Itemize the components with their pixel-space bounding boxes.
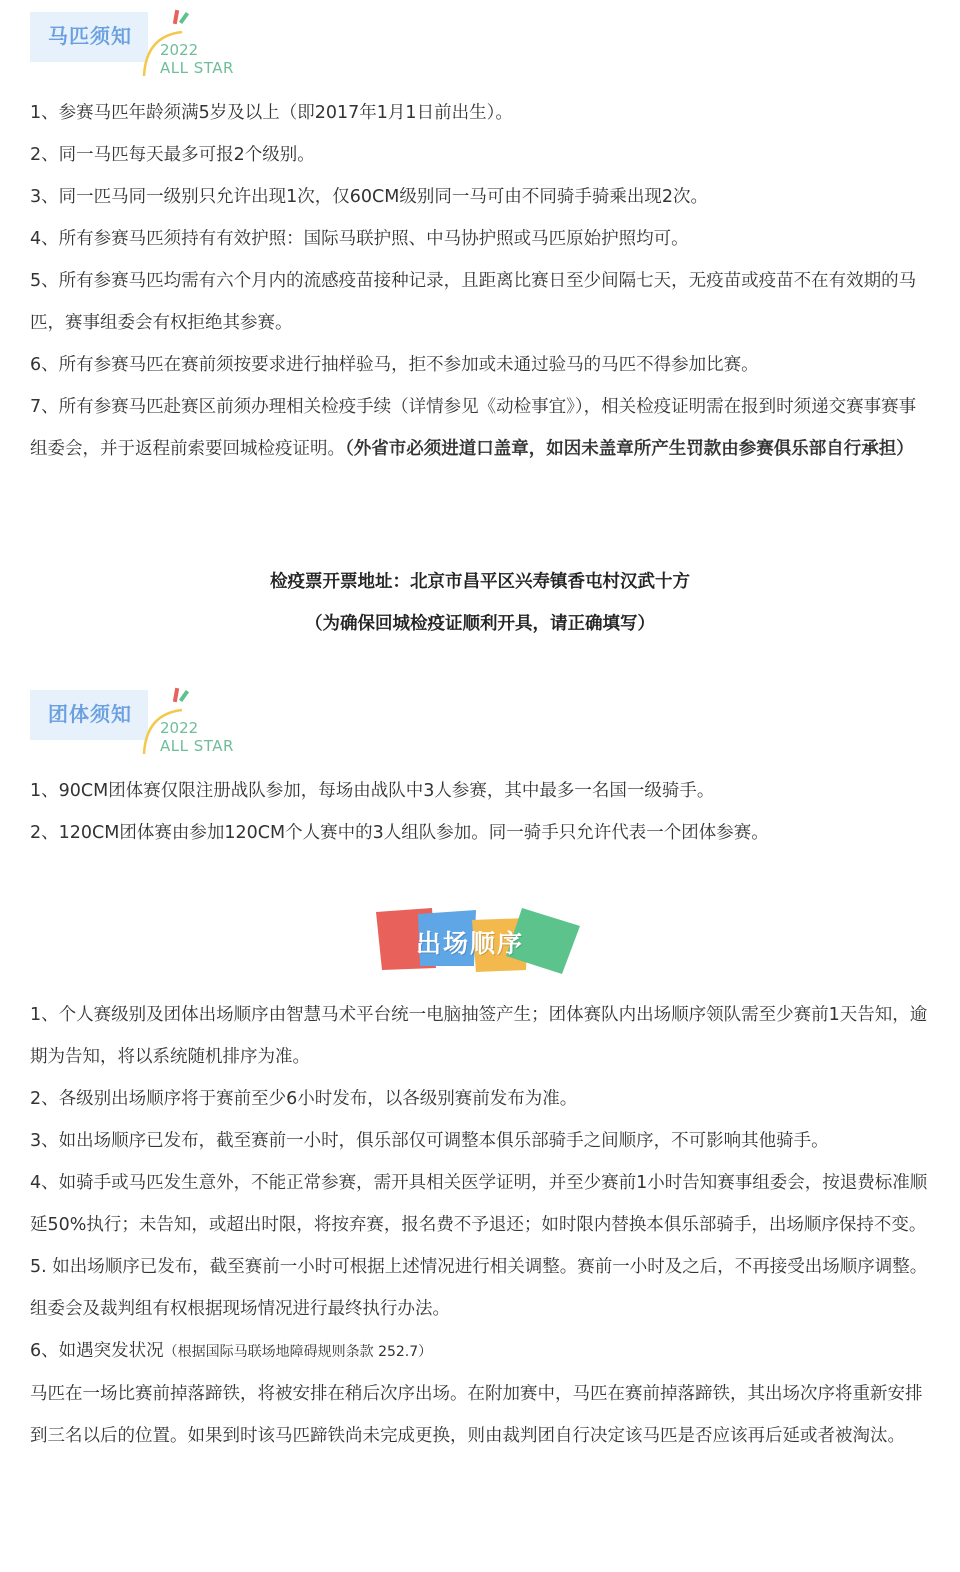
order-banner — [372, 900, 588, 978]
list-item: 3、同一匹马同一级别只允许出现1次，仅60CM级别同一马可由不同骑手骑乘出现2次。 — [30, 187, 708, 207]
section-title: 团体须知 — [48, 702, 132, 726]
header-year: 2022 — [160, 719, 199, 737]
list-item — [30, 386, 930, 470]
header-year: 2022 — [160, 41, 199, 59]
team-notice-list — [30, 770, 930, 854]
list-item: 马匹在一场比赛前掉落蹄铁，将被安排在稍后次序出场。在附加赛中，马匹在赛前掉落蹄铁，其出场次序将重新安排到三名以后的位置。如果到时该马匹蹄铁尚未完成更换，则由裁判团自行决定该马匹是否应该再后延或者被淘汰。 — [30, 1384, 923, 1446]
rule-reference: （根据国际马联场地障碍规则条款 252.7） — [163, 1344, 433, 1360]
list-item: 5、所有参赛马匹均需有六个月内的流感疫苗接种记录，且距离比赛日至少间隔七天，无疫苗或疫苗不在有效期的马匹，赛事组委会有权拒绝其参赛。 — [30, 271, 917, 333]
quarantine-note: （为确保回城检疫证顺利开具，请正确填写） — [305, 614, 655, 634]
team-notice-header — [30, 684, 270, 756]
list-item: 1、个人赛级别及团体出场顺序由智慧马术平台统一电脑抽签产生；团体赛队内出场顺序领队需至少赛前1天告知，逾期为告知，将以系统随机排序为准。 — [30, 1005, 928, 1067]
horse-notice-header — [30, 6, 270, 78]
list-item: 1、参赛马匹年龄须满5岁及以上（即2017年1月1日前出生）。 — [30, 103, 513, 123]
list-item: 5. 如出场顺序已发布，截至赛前一小时可根据上述情况进行相关调整。赛前一小时及之后，不再接受出场顺序调整。组委会及裁判组有权根据现场情况进行最终执行办法。 — [30, 1257, 928, 1319]
list-item: 3、如出场顺序已发布，截至赛前一小时，俱乐部仅可调整本俱乐部骑手之间顺序，不可影响其他骑手。 — [30, 1131, 829, 1151]
quarantine-address: 检疫票开票地址：北京市昌平区兴寿镇香屯村汉武十方 — [270, 572, 690, 592]
header-subtitle: ALL STAR — [160, 737, 234, 755]
list-item: 4、如骑手或马匹发生意外，不能正常参赛，需开具相关医学证明，并至少赛前1小时告知赛事组委会，按退费标准顺延50%执行；未告知，或超出时限，将按弃赛，报名费不予退还；如时限内替换本俱乐部骑手，出场顺序保持不变。 — [30, 1173, 928, 1235]
list-item: 4、所有参赛马匹须持有有效护照：国际马联护照、中马协护照或马匹原始护照均可。 — [30, 229, 689, 249]
horse-notice-list — [30, 92, 930, 470]
banner-title: 出场顺序 — [416, 929, 525, 958]
list-item: 1、90CM团体赛仅限注册战队参加，每场由战队中3人参赛，其中最多一名国一级骑手。 — [30, 781, 715, 801]
item-text: 7、所有参赛马匹赴赛区前须办理相关检疫手续（详情参见《动检事宜》），相关检疫证明需在报到时须递交赛事赛事组委会，并于返程前索要回城检疫证明。 — [30, 397, 917, 459]
list-item: 6、所有参赛马匹在赛前须按要求进行抽样验马，拒不参加或未通过验马的马匹不得参加比赛。 — [30, 355, 759, 375]
list-item: 2、同一马匹每天最多可报2个级别。 — [30, 145, 315, 165]
order-list — [30, 994, 930, 1457]
item-bold-note: （外省市必须进道口盖章，如因未盖章所产生罚款由参赛俱乐部自行承担） — [345, 439, 914, 459]
list-item — [30, 1330, 930, 1373]
list-item: 2、各级别出场顺序将于赛前至少6小时发布，以各级别赛前发布为准。 — [30, 1089, 578, 1109]
list-item: 2、120CM团体赛由参加120CM个人赛中的3人组队参加。同一骑手只允许代表一个团体参赛。 — [30, 823, 769, 843]
header-subtitle: ALL STAR — [160, 59, 234, 77]
section-title: 马匹须知 — [48, 24, 132, 48]
item-label: 6、如遇突发状况 — [30, 1341, 164, 1361]
